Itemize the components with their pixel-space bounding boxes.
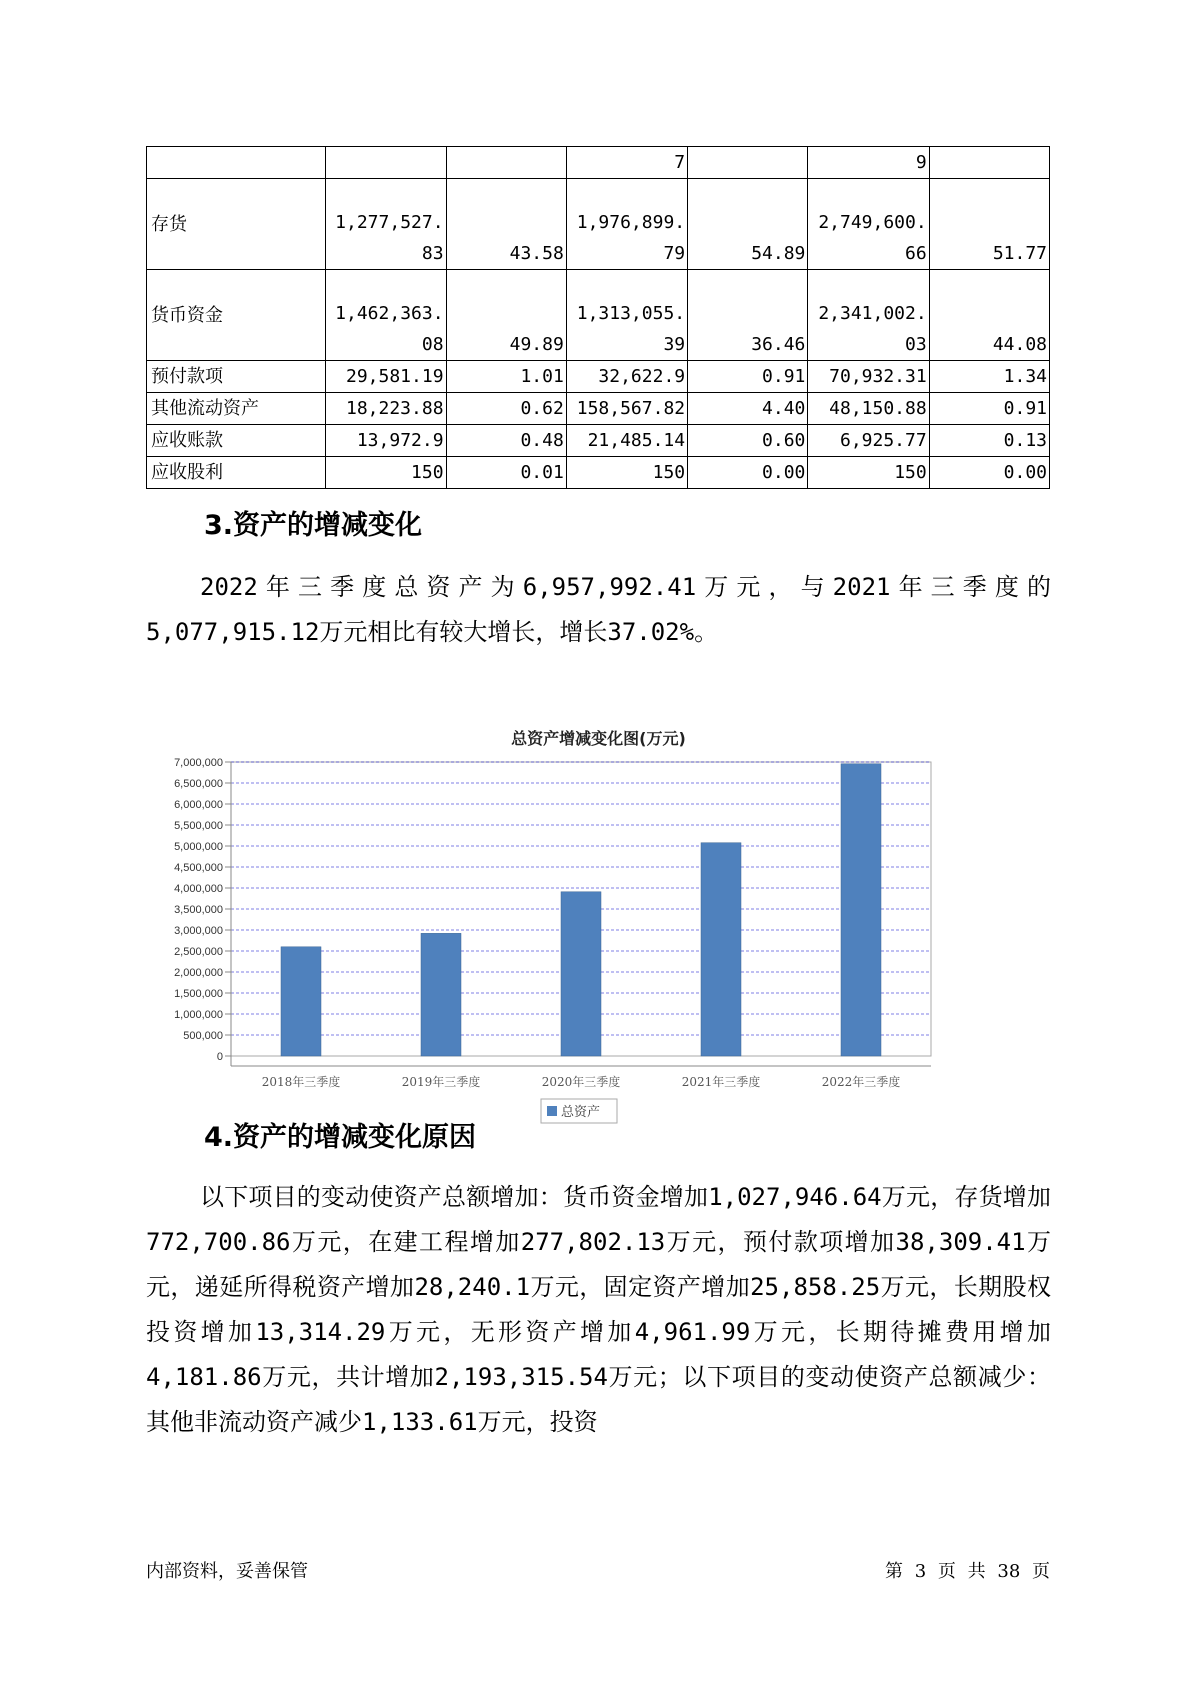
section-3-paragraph: 2022年三季度总资产为6,957,992.41万元，与2021年三季度的5,077,915.12万元相比有较大增长，增长37.02%。	[146, 573, 1051, 646]
y-tick-label: 5,000,000	[174, 841, 223, 853]
table-cell: 18,223.88	[326, 393, 446, 425]
table-cell: 7	[566, 147, 687, 179]
total-assets-bar-chart	[146, 755, 1051, 1120]
table-row	[147, 457, 1050, 489]
table-cell: 6,925.77	[808, 425, 929, 457]
bar	[701, 843, 741, 1056]
table-cell: 1,462,363.08	[326, 270, 446, 361]
table-cell: 0.00	[688, 457, 808, 489]
table-cell	[688, 147, 808, 179]
bar	[561, 892, 601, 1056]
y-tick-label: 0	[216, 1051, 223, 1063]
table-cell: 0.91	[929, 393, 1049, 425]
table-cell: 0.91	[688, 361, 808, 393]
footer-confidential-note: 内部资料，妥善保管	[146, 1561, 308, 1582]
table-cell: 0.01	[446, 457, 566, 489]
table-cell: 1.01	[446, 361, 566, 393]
table-row	[147, 270, 1050, 361]
asset-composition-table	[146, 146, 1050, 489]
table-cell: 158,567.82	[566, 393, 687, 425]
row-label: 其他流动资产	[147, 393, 326, 425]
table-cell: 70,932.31	[808, 361, 929, 393]
table-cell: 0.60	[688, 425, 808, 457]
table-cell: 2,749,600.66	[808, 179, 929, 270]
y-tick-label: 7,000,000	[174, 757, 223, 769]
table-cell: 4.40	[688, 393, 808, 425]
section-3-heading: 3.资产的增减变化	[204, 510, 423, 541]
table-cell: 1.34	[929, 361, 1049, 393]
table-row	[147, 179, 1050, 270]
x-tick-label: 2020年三季度	[541, 1075, 621, 1089]
y-tick-label: 3,500,000	[174, 904, 223, 916]
y-tick-label: 6,000,000	[174, 799, 223, 811]
y-tick-label: 500,000	[183, 1030, 223, 1042]
table-cell	[326, 147, 446, 179]
table-cell: 44.08	[929, 270, 1049, 361]
y-tick-label: 2,000,000	[174, 967, 223, 979]
x-tick-label: 2019年三季度	[401, 1075, 481, 1089]
table-cell: 48,150.88	[808, 393, 929, 425]
table-cell: 150	[566, 457, 687, 489]
x-tick-label: 2018年三季度	[261, 1075, 341, 1089]
y-tick-label: 6,500,000	[174, 778, 223, 790]
y-tick-label: 1,000,000	[174, 1009, 223, 1021]
table-cell: 0.13	[929, 425, 1049, 457]
y-tick-label: 1,500,000	[174, 988, 223, 1000]
y-tick-label: 2,500,000	[174, 946, 223, 958]
bar	[841, 764, 881, 1056]
table-row	[147, 361, 1050, 393]
row-label: 存货	[147, 179, 326, 270]
table-cell: 43.58	[446, 179, 566, 270]
table-cell: 150	[326, 457, 446, 489]
x-tick-label: 2022年三季度	[821, 1075, 901, 1089]
table-cell: 1,976,899.79	[566, 179, 687, 270]
table-cell: 36.46	[688, 270, 808, 361]
row-label: 预付款项	[147, 361, 326, 393]
table-cell: 150	[808, 457, 929, 489]
table-row	[147, 425, 1050, 457]
x-tick-label: 2021年三季度	[681, 1075, 761, 1089]
row-label: 应收股利	[147, 457, 326, 489]
row-label: 应收账款	[147, 425, 326, 457]
table-cell	[446, 147, 566, 179]
table-cell: 1,313,055.39	[566, 270, 687, 361]
y-tick-label: 5,500,000	[174, 820, 223, 832]
table-row	[147, 393, 1050, 425]
section-4-paragraph: 以下项目的变动使资产总额增加：货币资金增加1,027,946.64万元，存货增加772,700.86万元，在建工程增加277,802.13万元，预付款项增加38,309.41万元，递延所得税资产增加28,240.1万元，固定资产增加25,858.25万元，长期股权投资增加13,314.29万元，无形资产增加4,961.99万元，长期待摊费用增加4,181.86万元，共计增加2,193,315.54万元；以下项目的变动使资产总额减少：其他非流动资产减少1,133.61万元，投资	[146, 1183, 1051, 1436]
table-cell: 54.89	[688, 179, 808, 270]
table-cell: 0.62	[446, 393, 566, 425]
y-tick-label: 4,000,000	[174, 883, 223, 895]
table-cell	[929, 147, 1049, 179]
bar	[421, 933, 461, 1056]
table-cell: 2,341,002.03	[808, 270, 929, 361]
y-tick-label: 4,500,000	[174, 862, 223, 874]
table-cell: 32,622.9	[566, 361, 687, 393]
legend-label: 总资产	[561, 1105, 601, 1120]
row-label: 货币资金	[147, 270, 326, 361]
table-cell: 49.89	[446, 270, 566, 361]
table-cell: 0.00	[929, 457, 1049, 489]
table-cell: 0.48	[446, 425, 566, 457]
table-cell: 13,972.9	[326, 425, 446, 457]
table-cell: 51.77	[929, 179, 1049, 270]
chart-title: 总资产增减变化图(万元)	[511, 729, 686, 748]
y-tick-label: 3,000,000	[174, 925, 223, 937]
section-4-heading: 4.资产的增减变化原因	[204, 1122, 477, 1153]
table-cell: 21,485.14	[566, 425, 687, 457]
table-cell: 9	[808, 147, 929, 179]
row-label	[147, 147, 326, 179]
table-cell: 29,581.19	[326, 361, 446, 393]
footer-page-number: 第 3 页 共 38 页	[885, 1561, 1050, 1582]
table-row	[147, 147, 1050, 179]
bar	[281, 947, 321, 1056]
legend-swatch	[547, 1106, 557, 1116]
table-cell: 1,277,527.83	[326, 179, 446, 270]
